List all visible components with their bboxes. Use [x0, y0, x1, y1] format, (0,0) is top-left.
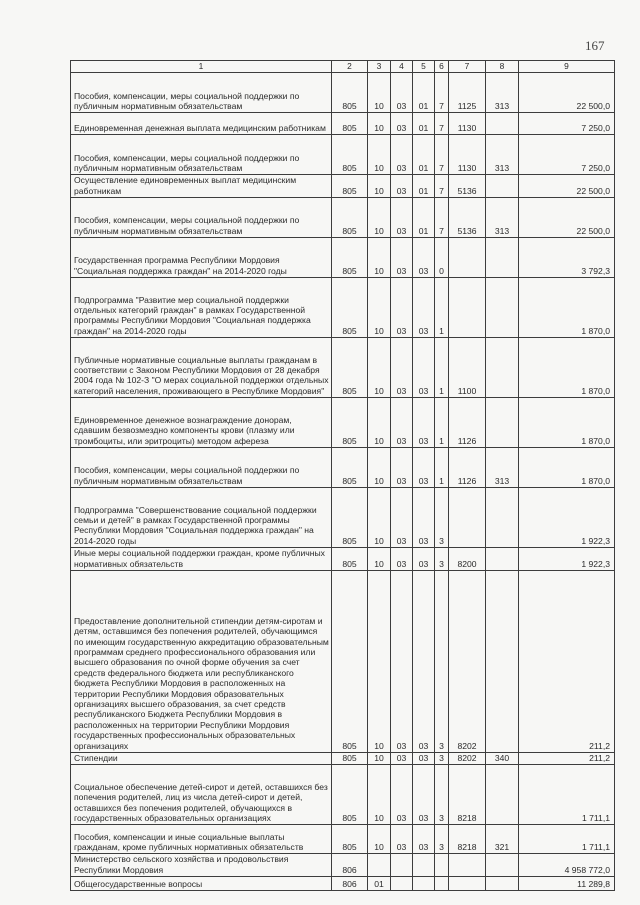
row-code: 10	[368, 338, 391, 398]
table-row	[71, 488, 615, 548]
row-name: Публичные нормативные социальные выплаты гражданам в соответствии с Законом Республики Мордовия от 28 декабря 2004 года № 102-З "О мерах социальной поддержки отдельных категорий населения, проживающего в Республике Мордовия"	[71, 338, 332, 398]
row-name: Пособия, компенсации, меры социальной поддержки по публичным нормативным обязательствам	[71, 448, 332, 488]
row-code: 7	[435, 113, 449, 135]
row-code	[486, 877, 519, 891]
row-name: Министерство сельского хозяйства и продовольствия Республики Мордовия	[71, 854, 332, 877]
row-code: 01	[368, 877, 391, 891]
table-row	[71, 135, 615, 175]
row-code: 805	[332, 753, 368, 765]
row-code: 8202	[449, 571, 486, 753]
row-code: 806	[332, 877, 368, 891]
row-amount: 1 870,0	[519, 338, 615, 398]
row-name: Единовременная денежная выплата медицинским работникам	[71, 113, 332, 135]
table-row	[71, 238, 615, 278]
row-code: 03	[413, 238, 435, 278]
row-code: 3	[435, 488, 449, 548]
row-code: 5136	[449, 175, 486, 198]
row-code: 1	[435, 338, 449, 398]
row-code: 313	[486, 198, 519, 238]
table-row	[71, 198, 615, 238]
table-row	[71, 571, 615, 753]
row-code: 03	[413, 278, 435, 338]
row-code: 10	[368, 765, 391, 825]
row-code: 03	[391, 765, 413, 825]
row-code	[435, 877, 449, 891]
row-code: 805	[332, 825, 368, 854]
row-code: 3	[435, 548, 449, 571]
table-row	[71, 765, 615, 825]
row-code: 03	[413, 765, 435, 825]
row-code: 01	[413, 73, 435, 113]
row-name: Подпрограмма "Развитие мер социальной поддержки отдельных категорий граждан" в рамках Государственной программы Республики Мордовия "Социальная поддержка граждан" на 2014-2020 годы	[71, 278, 332, 338]
row-amount: 3 792,3	[519, 238, 615, 278]
column-header: 3	[368, 61, 391, 73]
row-code: 313	[486, 448, 519, 488]
row-code: 03	[391, 548, 413, 571]
row-code: 03	[391, 113, 413, 135]
row-code	[486, 338, 519, 398]
row-code: 7	[435, 175, 449, 198]
row-code	[449, 278, 486, 338]
row-code: 805	[332, 135, 368, 175]
row-code: 805	[332, 238, 368, 278]
row-code: 10	[368, 73, 391, 113]
row-code: 805	[332, 571, 368, 753]
row-code: 03	[413, 448, 435, 488]
row-code: 806	[332, 854, 368, 877]
row-amount: 7 250,0	[519, 113, 615, 135]
row-code: 03	[413, 338, 435, 398]
row-code: 1125	[449, 73, 486, 113]
table-row	[71, 175, 615, 198]
row-name: Социальное обеспечение детей-сирот и детей, оставшихся без попечения родителей, лиц из числа детей-сирот и детей, оставшихся без попечения родителей, обучающихся в государственных образовательных организациях	[71, 765, 332, 825]
table-row	[71, 338, 615, 398]
row-code	[486, 113, 519, 135]
row-code: 03	[413, 488, 435, 548]
row-amount: 1 711,1	[519, 765, 615, 825]
row-code	[449, 877, 486, 891]
row-code: 03	[413, 548, 435, 571]
table-row	[71, 877, 615, 891]
row-code	[391, 877, 413, 891]
row-code: 03	[391, 338, 413, 398]
row-code: 01	[413, 113, 435, 135]
row-code	[413, 854, 435, 877]
row-code: 03	[391, 488, 413, 548]
row-code: 03	[391, 753, 413, 765]
row-name: Осуществление единовременных выплат медицинским работникам	[71, 175, 332, 198]
row-code	[449, 488, 486, 548]
table-header-row	[71, 61, 615, 73]
row-amount: 11 289,8	[519, 877, 615, 891]
row-name: Единовременное денежное вознаграждение донорам, сдавшим безвозмездно компоненты крови (плазму или тромбоциты, или эритроциты) методом афереза	[71, 398, 332, 448]
row-code	[486, 854, 519, 877]
row-code: 01	[413, 198, 435, 238]
row-code: 805	[332, 548, 368, 571]
row-code: 805	[332, 175, 368, 198]
row-name: Пособия, компенсации, меры социальной поддержки по публичным нормативным обязательствам	[71, 73, 332, 113]
row-code: 03	[391, 571, 413, 753]
row-code: 313	[486, 135, 519, 175]
row-code: 03	[391, 175, 413, 198]
row-code: 10	[368, 753, 391, 765]
row-code: 03	[391, 73, 413, 113]
row-code: 10	[368, 825, 391, 854]
row-code: 1130	[449, 113, 486, 135]
row-code: 0	[435, 238, 449, 278]
row-code: 03	[391, 448, 413, 488]
row-amount: 22 500,0	[519, 175, 615, 198]
row-amount: 1 870,0	[519, 448, 615, 488]
row-code: 10	[368, 278, 391, 338]
row-code: 10	[368, 238, 391, 278]
row-code: 313	[486, 73, 519, 113]
row-name: Пособия, компенсации и иные социальные выплаты гражданам, кроме публичных нормативных обязательств	[71, 825, 332, 854]
row-code	[413, 877, 435, 891]
row-code	[486, 238, 519, 278]
row-name: Пособия, компенсации, меры социальной поддержки по публичным нормативным обязательствам	[71, 198, 332, 238]
row-code: 805	[332, 488, 368, 548]
row-code: 1130	[449, 135, 486, 175]
row-amount: 22 500,0	[519, 73, 615, 113]
row-name: Общегосударственные вопросы	[71, 877, 332, 891]
row-code: 805	[332, 448, 368, 488]
row-code: 03	[391, 198, 413, 238]
table-row	[71, 854, 615, 877]
row-code: 01	[413, 135, 435, 175]
row-code: 7	[435, 73, 449, 113]
row-amount: 1 870,0	[519, 278, 615, 338]
row-code: 8218	[449, 825, 486, 854]
table-row	[71, 548, 615, 571]
row-code: 1	[435, 448, 449, 488]
row-code	[486, 398, 519, 448]
row-code: 03	[391, 825, 413, 854]
row-code: 10	[368, 398, 391, 448]
row-code: 8202	[449, 753, 486, 765]
row-code: 10	[368, 135, 391, 175]
row-code: 1126	[449, 398, 486, 448]
row-code: 7	[435, 198, 449, 238]
column-header: 2	[332, 61, 368, 73]
row-code: 805	[332, 398, 368, 448]
row-code: 805	[332, 278, 368, 338]
row-code: 10	[368, 175, 391, 198]
row-code	[486, 488, 519, 548]
row-code: 10	[368, 488, 391, 548]
row-amount: 211,2	[519, 753, 615, 765]
row-code: 1	[435, 398, 449, 448]
row-code: 805	[332, 765, 368, 825]
row-code: 03	[413, 753, 435, 765]
row-name: Иные меры социальной поддержки граждан, кроме публичных нормативных обязательств	[71, 548, 332, 571]
row-name: Предоставление дополнительной стипендии детям-сиротам и детям, оставшимся без попечения родителей, обучающимся по имеющим государственную аккредитацию образовательным программам среднего профессионального образования или высшего образования по очной форме обучения за счет средств федерального бюджета или республиканского бюджета Республики Мордовия в расположенных на территории Республики Мордовия образовательных организациях высшего образования, за счет средств республиканского Бюджета Республики Мордовия в расположенных на территории Республики Мордовия государственных профессиональных образовательных организациях	[71, 571, 332, 753]
row-code: 10	[368, 113, 391, 135]
row-code: 10	[368, 548, 391, 571]
row-code: 1126	[449, 448, 486, 488]
row-code	[486, 571, 519, 753]
row-code: 340	[486, 753, 519, 765]
row-amount: 1 711,1	[519, 825, 615, 854]
row-code: 10	[368, 448, 391, 488]
row-code: 8200	[449, 548, 486, 571]
table-row	[71, 113, 615, 135]
row-amount: 1 922,3	[519, 548, 615, 571]
table-row	[71, 73, 615, 113]
row-code: 03	[413, 398, 435, 448]
row-code: 10	[368, 571, 391, 753]
row-code	[486, 548, 519, 571]
row-code: 03	[413, 825, 435, 854]
column-header: 4	[391, 61, 413, 73]
row-amount: 4 958 772,0	[519, 854, 615, 877]
row-code: 3	[435, 825, 449, 854]
row-code: 03	[391, 398, 413, 448]
row-name: Стипендии	[71, 753, 332, 765]
row-name: Подпрограмма "Совершенствование социальной поддержки семьи и детей" в рамках Государственной программы Республики Мордовия "Социальная поддержка граждан" на 2014-2020 годы	[71, 488, 332, 548]
table-row	[71, 448, 615, 488]
row-code: 5136	[449, 198, 486, 238]
row-amount: 1 922,3	[519, 488, 615, 548]
budget-table	[70, 60, 615, 891]
table-row	[71, 278, 615, 338]
column-header: 9	[519, 61, 615, 73]
row-code: 1100	[449, 338, 486, 398]
row-code	[368, 854, 391, 877]
row-amount: 1 870,0	[519, 398, 615, 448]
row-code: 03	[391, 135, 413, 175]
row-amount: 7 250,0	[519, 135, 615, 175]
row-code: 805	[332, 113, 368, 135]
row-name: Государственная программа Республики Мордовия "Социальная поддержка граждан" на 2014-2020 годы	[71, 238, 332, 278]
column-header: 5	[413, 61, 435, 73]
row-code	[435, 854, 449, 877]
row-code: 321	[486, 825, 519, 854]
row-code	[486, 175, 519, 198]
row-code: 3	[435, 765, 449, 825]
row-code: 805	[332, 338, 368, 398]
row-code: 7	[435, 135, 449, 175]
row-code	[391, 854, 413, 877]
column-header: 1	[71, 61, 332, 73]
row-code: 8218	[449, 765, 486, 825]
row-code: 1	[435, 278, 449, 338]
table-row	[71, 753, 615, 765]
row-code: 01	[413, 175, 435, 198]
column-header: 6	[435, 61, 449, 73]
row-code	[486, 765, 519, 825]
row-code: 805	[332, 73, 368, 113]
table-row	[71, 398, 615, 448]
page-number: 167	[585, 38, 605, 53]
row-code: 805	[332, 198, 368, 238]
row-code	[449, 238, 486, 278]
row-code: 03	[413, 571, 435, 753]
table-row	[71, 825, 615, 854]
row-code	[449, 854, 486, 877]
row-code: 10	[368, 198, 391, 238]
row-amount: 22 500,0	[519, 198, 615, 238]
column-header: 8	[486, 61, 519, 73]
row-code: 3	[435, 571, 449, 753]
row-code: 3	[435, 753, 449, 765]
row-amount: 211,2	[519, 571, 615, 753]
row-name: Пособия, компенсации, меры социальной поддержки по публичным нормативным обязательствам	[71, 135, 332, 175]
row-code: 03	[391, 238, 413, 278]
row-code: 03	[391, 278, 413, 338]
column-header: 7	[449, 61, 486, 73]
row-code	[486, 278, 519, 338]
